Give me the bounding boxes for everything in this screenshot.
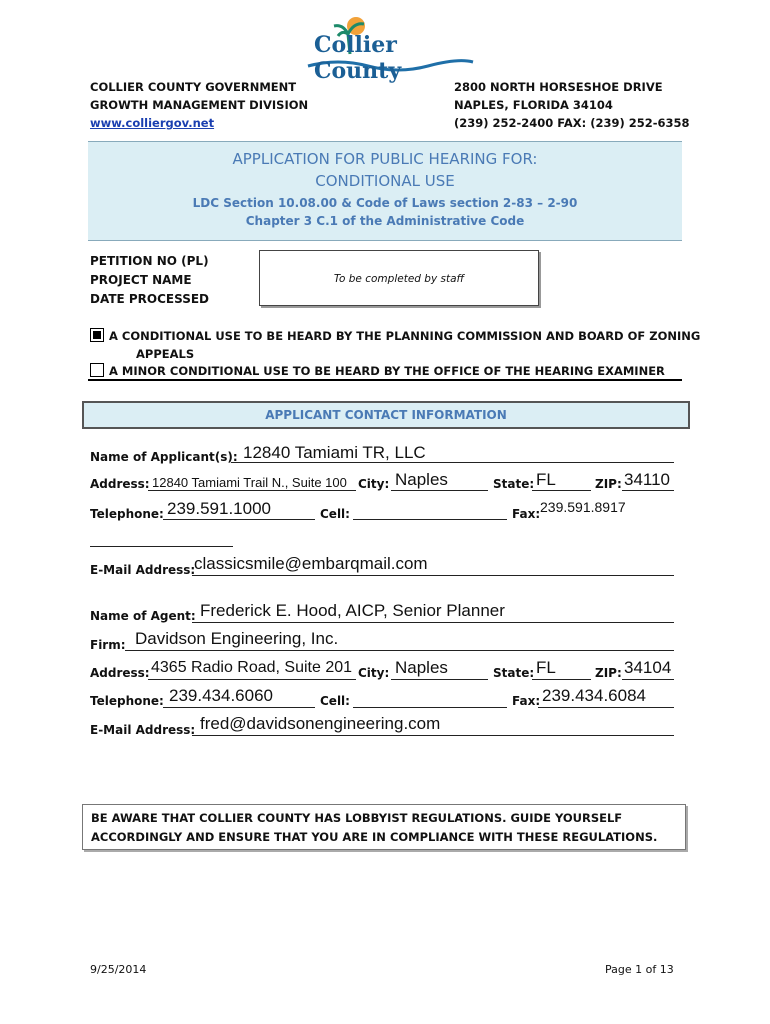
agent-telephone-label: Telephone: [90, 694, 164, 708]
applicant-telephone-field[interactable] [163, 500, 315, 520]
petition-label: PETITION NO (PL) [90, 254, 209, 268]
agent-city-field[interactable] [391, 659, 488, 680]
applicant-fax-field[interactable] [538, 499, 674, 518]
agent-address-field[interactable] [148, 659, 356, 680]
applicant-section-title: APPLICANT CONTACT INFORMATION [265, 408, 507, 422]
website-link[interactable]: www.colliergov.net [90, 116, 215, 130]
agent-zip-value: 34104 [624, 658, 672, 677]
agent-cell-label: Cell: [320, 694, 350, 708]
applicant-zip-field[interactable] [622, 471, 674, 491]
agent-cell-field[interactable] [353, 687, 507, 708]
staff-box-text: To be completed by staff [333, 273, 465, 285]
applicant-state-label: State: [493, 477, 535, 491]
agent-city-value: Naples [395, 658, 448, 677]
applicant-fax-continuation[interactable] [90, 530, 233, 547]
county-logo [298, 14, 478, 84]
agent-firm-label: Firm: [90, 638, 126, 652]
lobbyist-notice-box [82, 804, 686, 850]
applicant-name-label: Name of Applicant(s): [90, 450, 238, 464]
agent-email-field[interactable] [192, 715, 674, 736]
applicant-city-field[interactable] [391, 471, 488, 491]
agent-email-value: fred@davidsonengineering.com [200, 714, 441, 733]
notice-line1: BE AWARE THAT COLLIER COUNTY HAS LOBBYIST REGULATIONS. GUIDE YOURSELF [91, 811, 623, 825]
applicant-address-field[interactable] [148, 474, 356, 491]
project-label: PROJECT NAME [90, 273, 192, 287]
org-address2: NAPLES, FLORIDA 34104 [454, 98, 613, 112]
applicant-telephone-value: 239.591.1000 [167, 499, 271, 518]
applicant-state-value: FL [536, 470, 556, 489]
applicant-city-label: City: [358, 477, 390, 491]
applicant-zip-value: 34110 [624, 470, 671, 489]
applicant-email-value: classicsmile@embarqmail.com [194, 554, 428, 573]
option2-label: A MINOR CONDITIONAL USE TO BE HEARD BY THE OFFICE OF THE HEARING EXAMINER [109, 364, 665, 378]
agent-address-label: Address: [90, 666, 150, 680]
org-phone: (239) 252-2400 FAX: (239) 252-6358 [454, 116, 690, 130]
applicant-address-value: 12840 Tamiami Trail N., Suite 100 [152, 475, 347, 490]
agent-firm-field[interactable] [125, 630, 674, 651]
date-processed-label: DATE PROCESSED [90, 292, 210, 306]
agent-email-label: E-Mail Address: [90, 723, 196, 737]
agent-state-value: FL [536, 658, 556, 677]
agent-fax-value: 239.434.6084 [542, 686, 646, 705]
agent-telephone-value: 239.434.6060 [169, 686, 273, 705]
option2-checkbox[interactable] [90, 363, 104, 377]
applicant-name-value: 12840 Tamiami TR, LLC [243, 443, 426, 462]
agent-name-label: Name of Agent: [90, 609, 196, 623]
applicant-name-field[interactable] [231, 444, 674, 463]
agent-firm-value: Davidson Engineering, Inc. [135, 629, 339, 648]
agent-fax-field[interactable] [538, 687, 674, 708]
applicant-city-value: Naples [395, 470, 448, 489]
notice-line2: ACCORDINGLY AND ENSURE THAT YOU ARE IN COMPLIANCE WITH THESE REGULATIONS. [91, 830, 658, 844]
org-line2: GROWTH MANAGEMENT DIVISION [90, 98, 309, 112]
applicant-email-field[interactable] [192, 555, 674, 576]
logo-text: Collier County [314, 32, 402, 84]
applicant-email-label: E-Mail Address: [90, 563, 196, 577]
agent-telephone-field[interactable] [163, 687, 315, 708]
agent-state-field[interactable] [532, 659, 591, 680]
agent-name-field[interactable] [192, 602, 674, 623]
title-sub2: Chapter 3 C.1 of the Administrative Code [245, 214, 525, 228]
agent-zip-label: ZIP: [595, 666, 622, 680]
footer-date: 9/25/2014 [90, 963, 147, 976]
footer-page: Page 1 of 13 [605, 963, 674, 976]
agent-state-label: State: [493, 666, 535, 680]
agent-name-value: Frederick E. Hood, AICP, Senior Planner [200, 601, 505, 620]
option-divider [88, 379, 682, 381]
applicant-state-field[interactable] [532, 471, 591, 491]
org-line1: COLLIER COUNTY GOVERNMENT [90, 80, 297, 94]
org-right [454, 78, 690, 132]
option1-label-cont: APPEALS [136, 347, 195, 361]
agent-address-value: 4365 Radio Road, Suite 201 [151, 659, 353, 676]
applicant-fax-label: Fax: [512, 507, 541, 521]
title-banner [88, 141, 682, 241]
agent-fax-label: Fax: [512, 694, 541, 708]
agent-zip-field[interactable] [622, 659, 674, 680]
title-line2: CONDITIONAL USE [315, 172, 455, 190]
staff-box [259, 250, 539, 306]
option1-checkbox[interactable] [90, 328, 104, 342]
applicant-fax-value: 239.591.8917 [540, 499, 626, 515]
applicant-telephone-label: Telephone: [90, 507, 164, 521]
org-left [90, 78, 308, 132]
org-address1: 2800 NORTH HORSESHOE DRIVE [454, 80, 663, 94]
title-sub1: LDC Section 10.08.00 & Code of Laws section 2-83 – 2-90 [192, 196, 578, 210]
option1-label: A CONDITIONAL USE TO BE HEARD BY THE PLANNING COMMISSION AND BOARD OF ZONING [109, 329, 701, 343]
option1-checkmark [93, 331, 101, 339]
agent-city-label: City: [358, 666, 390, 680]
applicant-zip-label: ZIP: [595, 477, 622, 491]
applicant-cell-field[interactable] [353, 500, 507, 520]
title-line1: APPLICATION FOR PUBLIC HEARING FOR: [232, 150, 538, 168]
applicant-section-header [82, 401, 690, 429]
applicant-address-label: Address: [90, 477, 150, 491]
applicant-cell-label: Cell: [320, 507, 350, 521]
